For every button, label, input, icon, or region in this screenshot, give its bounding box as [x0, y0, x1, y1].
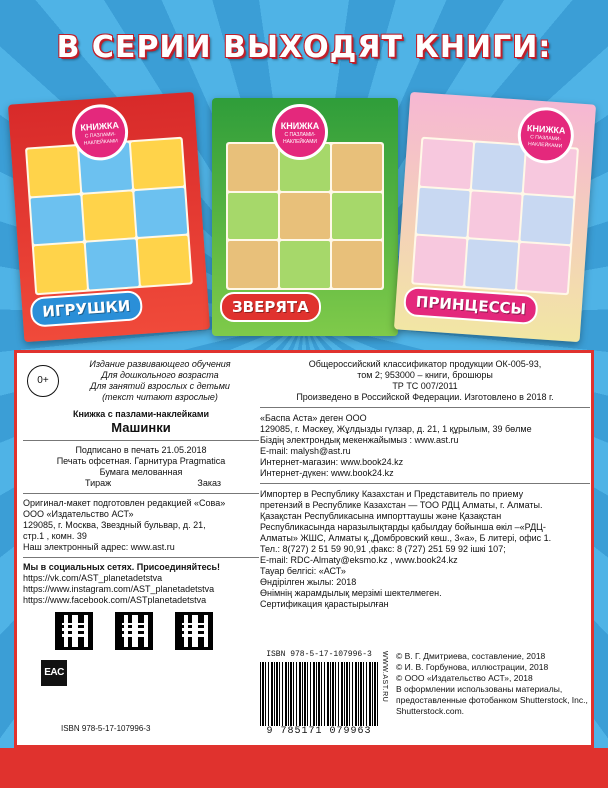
book-art [25, 137, 193, 296]
series-badge: КНИЖКА С ПАЗЛАМИ-НАКЛЕЙКАМИ [272, 104, 328, 160]
importer-info: Импортер в Республику Казахстан и Представитель по приему претензий в Республике Казахстан — ТОО РДЦ Алматы, г. Алматы. Қазақстан Республикасына импорттаушы және Қазақстан Республикасында наразылықтарды қабылдау бойынша өкіл –«РДЦ- Алматы» ЖШС, Алматы қ.,Домбровский көш., 3«а», Б литері, офис 1. Тел.: 8(727) 2 51 59 90,91 ,факс: 8 (727) 251 59 92 ішкі 107; E-mail: RDC-Almaty@eksmo.kz , www.book24.kz Тауар белгісі: «АСТ» Өндірілген жылы: 2018 Өнімнің жарамдылық мерзімі шектелмеген. Сертификация қарастырылған [260, 489, 552, 609]
print-info: Подписано в печать 21.05.2018 Печать офсетная. Гарнитура Pragmatica Бумага мелованная [56, 445, 226, 477]
qr-code-instagram-icon[interactable] [115, 612, 153, 650]
qr-code-vk-icon[interactable] [55, 612, 93, 650]
book-name: Машинки [111, 420, 171, 435]
copyright-info: © В. Г. Дмитриева, составление, 2018 © И. В. Горбунова, иллюстрации, 2018 © ООО «Издательство АСТ», 2018 В оформлении использованы материалы, предоставленные фотобанком Shutterstock, Inc., Shutterstock.com. [396, 651, 588, 716]
social-link-vk[interactable]: https://vk.com/AST_planetadetstva [23, 573, 163, 583]
book-art [226, 142, 384, 290]
tiraj-zakaz: Тираж Заказ [85, 478, 221, 488]
social-link-instagram[interactable]: https://www.instagram.com/AST_planetadetstva [23, 584, 215, 594]
series-title: Книжка с пазлами-наклейками [72, 409, 210, 419]
imprint-right-column [260, 359, 590, 737]
series-badge: КНИЖКА С ПАЗЛАМИ-НАКЛЕЙКАМИ [516, 105, 576, 165]
book-title: ЗВЕРЯТА [220, 292, 321, 322]
isbn-left: ISBN 978-5-17-107996-3 [61, 724, 151, 733]
qr-code-facebook-icon[interactable] [175, 612, 213, 650]
age-rating: 0+ [27, 365, 59, 397]
book-title: ИГРУШКИ [29, 290, 143, 328]
edition-description: Издание развивающего обучения Для дошкольного возраста Для занятий взрослых с детьми (текст читают взрослые) [89, 359, 231, 402]
divider [260, 483, 590, 484]
divider [23, 440, 259, 441]
series-header: В СЕРИИ ВЫХОДЯТ КНИГИ: [56, 30, 552, 65]
social-link-facebook[interactable]: https://www.facebook.com/ASTplanetadetstva [23, 595, 207, 605]
eac-mark-icon: EAC [41, 660, 67, 686]
book-cover-toys[interactable] [8, 92, 210, 342]
divider [23, 557, 259, 558]
barcode-digits: 9 785171 079963 [266, 726, 372, 737]
bottom-band [0, 748, 608, 788]
barcode [260, 649, 378, 741]
imprint-panel [14, 350, 594, 748]
book-title: ПРИНЦЕССЫ [403, 286, 539, 325]
qr-codes [55, 612, 259, 650]
kazakh-publisher-info: «Баспа Аста» деген ООО 129085, г. Мәскеу, Жұлдызды гүлзар, д. 21, 1 құрылым, 39 бөлме Біздің электрондық мекенжайымыз : www.ast.ru E-mail: malysh@ast.ru Интернет-магазин: www.book24.kz Интернет-дүкен: www.book24.kz [260, 413, 532, 478]
book-cover-princesses[interactable] [394, 92, 596, 342]
book-cover-animals[interactable] [212, 98, 398, 336]
barcode-icon [260, 662, 378, 726]
divider [260, 407, 590, 408]
isbn-barcode-label: ISBN 978-5-17-107996-3 [266, 650, 372, 659]
publisher-info: Оригинал-макет подготовлен редакцией «Сова» ООО «Издательство АСТ» 129085, г. Москва, Звездный бульвар, д. 21, стр.1 , комн. 39 Наш электронный адрес: www.ast.ru [23, 498, 226, 552]
social-heading: Мы в социальных сетях. Присоединяйтесь! [23, 562, 221, 572]
classifier-info: Общероссийский классификатор продукции ОК-005-93, том 2; 953000 – книги, брошюры ТР ТС 007/2011 Произведено в Российской Федерации. Изготовлено в 2018 г. [296, 359, 554, 402]
vertical-website: WWW.AST.RU [381, 651, 388, 703]
series-badge: КНИЖКА С ПАЗЛАМИ-НАКЛЕЙКАМИ [70, 103, 130, 163]
imprint-left-column [23, 359, 259, 686]
divider [23, 493, 259, 494]
